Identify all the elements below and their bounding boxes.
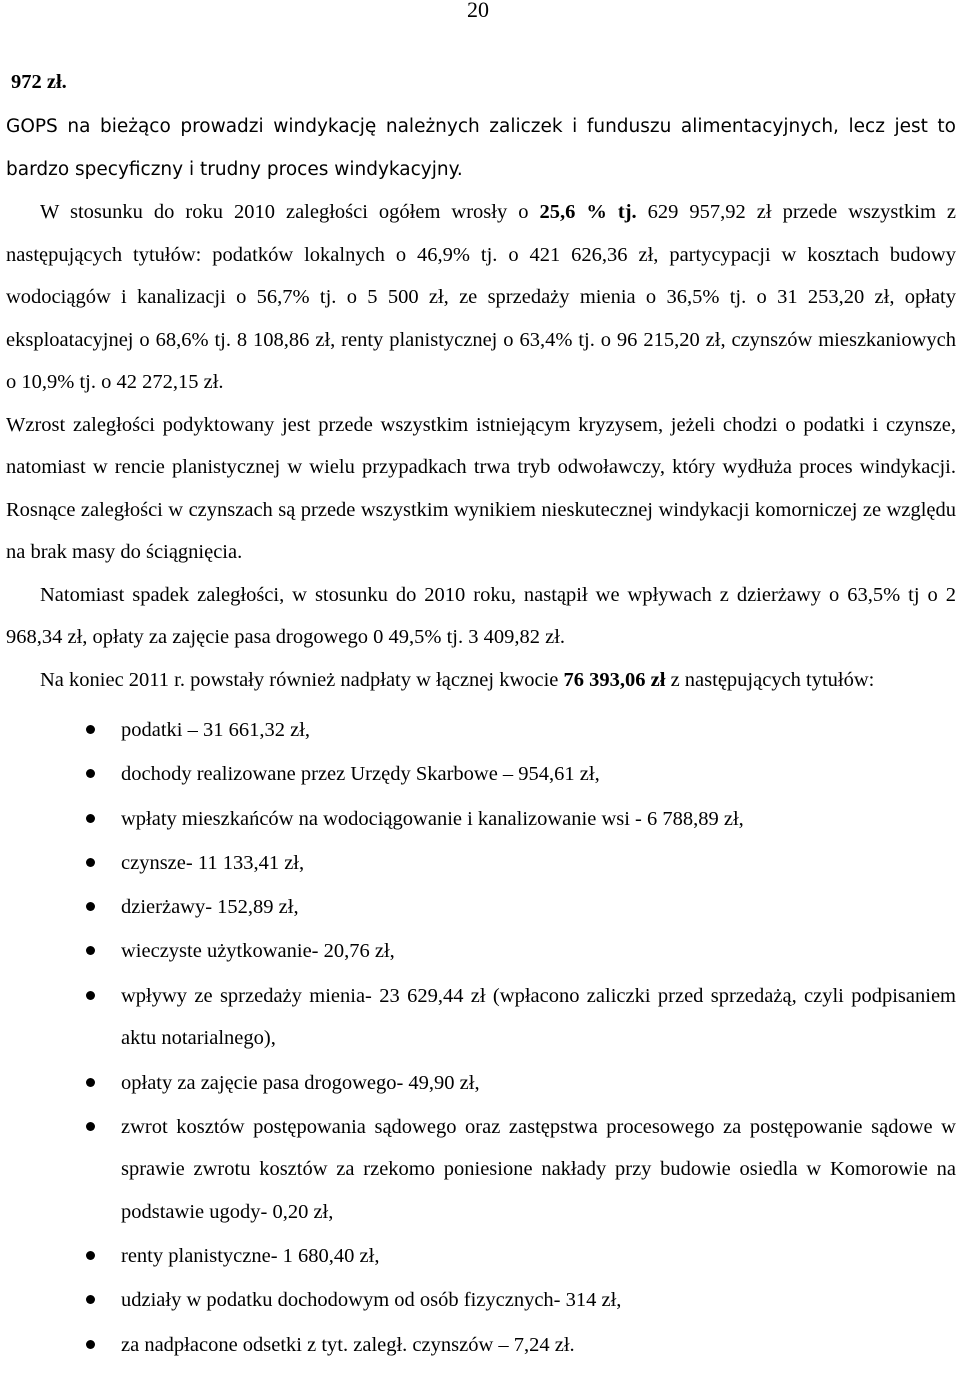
bullet-icon <box>86 902 95 911</box>
bullet-icon <box>86 946 95 955</box>
list-item-text: dzierżawy- 152,89 zł, <box>121 896 299 919</box>
list-item <box>6 930 956 973</box>
paragraph-arrears-increase <box>6 191 956 404</box>
page-number: 20 <box>467 0 489 22</box>
list-item <box>6 709 956 752</box>
list-item-text: renty planistyczne- 1 680,40 zł, <box>121 1245 380 1268</box>
list-item-text: wpłaty mieszkańców na wodociągowanie i kanalizowanie wsi - 6 788,89 zł, <box>121 807 744 830</box>
lead-amount: 972 zł. <box>11 71 67 93</box>
list-item <box>6 842 956 885</box>
bullet-icon <box>86 1295 95 1304</box>
document-body <box>6 64 956 1368</box>
list-item-text: wpływy ze sprzedaży mienia- 23 629,44 zł (wpłacono zaliczki przed sprzedażą, czyli podpisaniem aktu notarialnego), <box>121 984 956 1050</box>
bullet-icon <box>86 814 95 823</box>
list-item <box>6 1279 956 1322</box>
list-item-text: udziały w podatku dochodowym od osób fizycznych- 314 zł, <box>121 1289 622 1312</box>
list-item <box>6 1062 956 1105</box>
bullet-icon <box>86 858 95 867</box>
paragraph-gops-collection: GOPS na bieżąco prowadzi windykację należnych zaliczek i funduszu alimentacyjnych, lecz jest to bardzo specyficzny i trudny proces windykacyjny. <box>6 116 956 180</box>
list-item-text: podatki – 31 661,32 zł, <box>121 719 311 741</box>
paragraph-overpayments <box>6 659 956 702</box>
bullet-icon <box>86 1078 95 1087</box>
list-item-text: dochody realizowane przez Urzędy Skarbowe – 954,61 zł, <box>121 763 600 786</box>
list-item <box>6 975 956 1060</box>
overpayments-total: 76 393,06 zł <box>563 668 666 691</box>
list-item <box>6 886 956 929</box>
overpayments-tail-text: z następujących tytułów: <box>665 668 875 691</box>
list-item <box>6 798 956 841</box>
list-item-text: zwrot kosztów postępowania sądowego oraz zastępstwa procesowego za postępowanie sądowe w sprawie zwrotu kosztów za rzekomo poniesione nakłady przy budowie osiedla w Komorowie na podstawie ugody- 0,20 zł, <box>121 1115 956 1223</box>
list-item <box>6 1324 956 1367</box>
bullet-icon <box>86 1122 95 1131</box>
bullet-icon <box>86 769 95 778</box>
list-item-text: czynsze- 11 133,41 zł, <box>121 851 305 874</box>
list-item <box>6 1106 956 1234</box>
list-item-text: opłaty za zajęcie pasa drogowego- 49,90 zł, <box>121 1071 480 1094</box>
bullet-icon <box>86 725 95 734</box>
arrears-percent: 25,6 % tj. <box>539 201 637 223</box>
overpayments-intro-text: Na koniec 2011 r. powstały również nadpłaty w łącznej kwocie <box>40 668 564 691</box>
paragraph-arrears-decrease: Natomiast spadek zaległości, w stosunku do 2010 roku, nastąpił we wpływach z dzierżawy o 63,5% tj o 2 968,34 zł, opłaty za zajęcie pasa drogowego 0 49,5% tj. 3 409,82 zł. <box>6 583 956 648</box>
list-item-text: za nadpłacone odsetki z tyt. zaległ. czynszów – 7,24 zł. <box>121 1333 575 1356</box>
arrears-details-text: 629 957,92 zł przede wszystkim z następujących tytułów: podatków lokalnych o 46,9% tj. o 421 626,36 zł, partycypacji w kosztach budowy wodociągów i kanalizacji o 56,7% tj. o 5 500 zł, ze sprzedaży mienia o 36,5% tj. o 31 253,20 zł, opłaty eksploatacyjnej o 68,6% tj. 8 108,86 zł, renty planistycznej o 63,4% tj. o 96 215,20 zł, czynszów mieszkaniowych o 10,9% tj. o 42 272,15 zł. <box>6 201 957 393</box>
list-item-text: wieczyste użytkowanie- 20,76 zł, <box>121 940 395 963</box>
bullet-icon <box>86 1251 95 1260</box>
bullet-icon <box>86 991 95 1000</box>
overpayments-list <box>6 709 956 1366</box>
paragraph-arrears-reasons: Wzrost zaległości podyktowany jest przede wszystkim istniejącym kryzysem, jeżeli chodzi o podatki i czynsze, natomiast w rencie planistycznej w wielu przypadkach trwa tryb odwoławczy, który wydłuża proces windykacji. Rosnące zaległości w czynszach są przede wszystkim wynikiem nieskutecznej windykacji komorniczej ze względu na brak masy do ściągnięcia. <box>6 413 956 563</box>
arrears-intro-text: W stosunku do roku 2010 zaległości ogółem wrosły o <box>40 201 540 223</box>
bullet-icon <box>86 1340 95 1349</box>
list-item <box>6 1235 956 1278</box>
list-item <box>6 753 956 796</box>
